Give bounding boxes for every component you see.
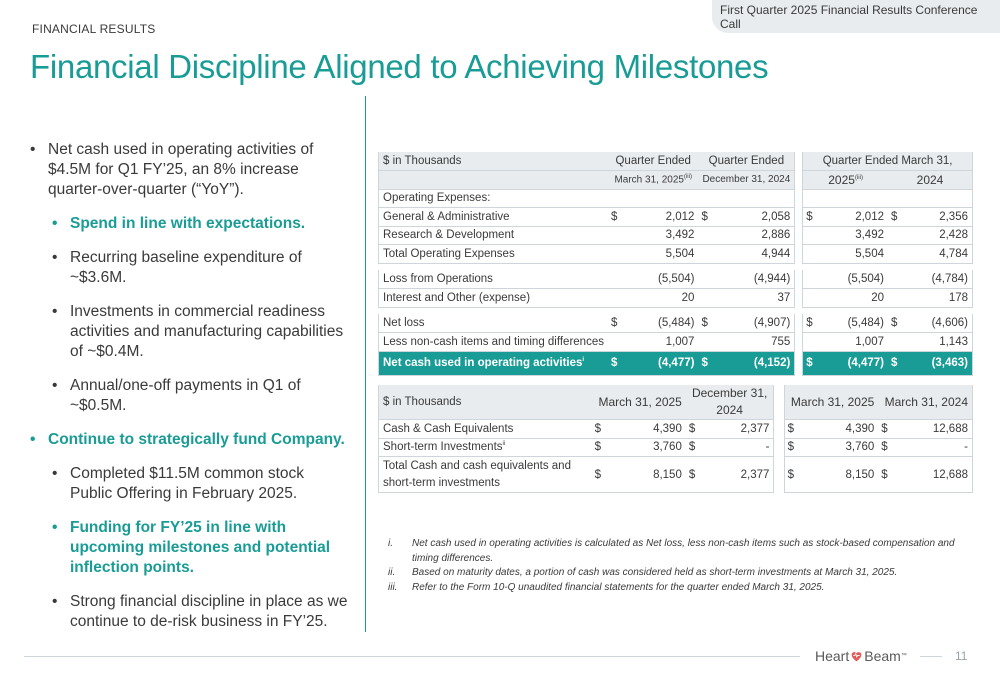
currency-symbol: $ <box>878 420 897 439</box>
bullet-item: • Funding for FY’25 in line with upcoming milestones and potential inflection points. <box>52 518 350 578</box>
row-label: Loss from Operations <box>379 270 608 289</box>
currency-symbol <box>888 245 905 264</box>
footnote-number: iii. <box>388 581 398 593</box>
currency-symbol: $ <box>803 314 820 333</box>
value-cell: (4,907) <box>719 314 795 333</box>
ops-col1-top: Quarter Ended <box>608 152 698 171</box>
bullet-list <box>30 140 350 646</box>
cash-unit-label: $ in Thousands <box>379 385 592 420</box>
footnote-text: Net cash used in operating activities is calculated as Net loss, less non-cash items such as stock-based compensation and timing differences. <box>412 538 955 564</box>
currency-symbol <box>608 270 626 289</box>
currency-symbol <box>608 245 626 264</box>
value-cell: (4,784) <box>905 270 972 289</box>
value-cell: 5,504 <box>820 245 888 264</box>
value-cell: 12,688 <box>897 420 972 439</box>
row-gap <box>379 263 973 270</box>
table-row <box>379 333 973 352</box>
currency-symbol <box>803 270 820 289</box>
currency-symbol <box>888 333 905 352</box>
value-cell: 755 <box>719 333 795 352</box>
value-cell: (5,504) <box>626 270 699 289</box>
conference-call-tab <box>712 0 1000 33</box>
value-cell: - <box>704 438 774 457</box>
currency-symbol <box>608 289 626 308</box>
value-cell: 4,390 <box>610 420 686 439</box>
value-cell: (5,484) <box>820 314 888 333</box>
currency-symbol <box>608 333 626 352</box>
currency-symbol <box>803 226 820 245</box>
value-cell: - <box>897 438 972 457</box>
currency-symbol: $ <box>686 438 704 457</box>
row-label: Interest and Other (expense) <box>379 289 608 308</box>
currency-symbol: $ <box>592 457 610 493</box>
bullet-item: • Completed $11.5M common stock Public Offering in February 2025. <box>52 464 350 504</box>
value-cell: (3,463) <box>905 351 972 375</box>
value-cell: 3,760 <box>610 438 686 457</box>
footnote <box>388 537 958 566</box>
currency-symbol <box>698 270 718 289</box>
value-cell: 1,007 <box>626 333 699 352</box>
heart-icon <box>850 650 863 663</box>
footnote <box>388 566 958 581</box>
cash-col3: March 31, 2025 <box>784 385 878 420</box>
currency-symbol <box>803 333 820 352</box>
currency-symbol <box>608 226 626 245</box>
currency-symbol <box>698 226 718 245</box>
row-label: Total Cash and cash equivalents and short-term investments <box>379 457 592 493</box>
currency-symbol: $ <box>686 457 704 493</box>
ops-col2-top: Quarter Ended <box>698 152 794 171</box>
footnote <box>388 581 958 596</box>
currency-symbol <box>803 289 820 308</box>
value-cell: 20 <box>626 289 699 308</box>
footnote-text: Based on maturity dates, a portion of cash was considered held as short-term investments at March 31, 2025. <box>412 567 898 578</box>
currency-symbol: $ <box>608 314 626 333</box>
value-cell: (4,944) <box>719 270 795 289</box>
value-cell: (4,477) <box>626 351 699 375</box>
operating-results-table <box>378 152 973 376</box>
currency-symbol: $ <box>784 438 803 457</box>
bullet-item: • Investments in commercial readiness activities and manufacturing capabilities of ~$0.4M. <box>52 302 350 362</box>
logo-text-right: Beam <box>864 648 901 664</box>
value-cell: 2,377 <box>704 457 774 493</box>
table-row <box>379 270 973 289</box>
value-cell: (5,484) <box>626 314 699 333</box>
currency-symbol <box>888 226 905 245</box>
cash-col4: March 31, 2024 <box>878 385 972 420</box>
row-label: General & Administrative <box>379 208 608 227</box>
logo-text-left: Heart <box>815 648 850 664</box>
currency-symbol: $ <box>784 457 803 493</box>
value-cell: 2,377 <box>704 420 774 439</box>
currency-symbol: $ <box>592 438 610 457</box>
value-cell: (4,152) <box>719 351 795 375</box>
currency-symbol <box>888 270 905 289</box>
cash-col2: December 31, 2024 <box>686 385 774 420</box>
conference-call-label: First Quarter 2025 Financial Results Conference Call <box>720 2 978 31</box>
value-cell: 37 <box>719 289 795 308</box>
footer-rule <box>24 656 800 657</box>
row-label: Cash & Cash Equivalents <box>379 420 592 439</box>
currency-symbol: $ <box>888 351 905 375</box>
value-cell: (4,477) <box>820 351 888 375</box>
bullet-item: • Recurring baseline expenditure of ~$3.6M. <box>52 248 350 288</box>
bullet-item: • Net cash used in operating activities of $4.5M for Q1 FY’25, an 8% increase quarter-over-quarter (“YoY”). <box>30 140 350 200</box>
value-cell: 4,944 <box>719 245 795 264</box>
value-cell: 3,492 <box>626 226 699 245</box>
cash-col1: March 31, 2025 <box>592 385 686 420</box>
value-cell: 3,760 <box>803 438 878 457</box>
value-cell: 2,012 <box>820 208 888 227</box>
value-cell: 2,058 <box>719 208 795 227</box>
currency-symbol: $ <box>608 208 626 227</box>
currency-symbol: $ <box>888 314 905 333</box>
bullet-item: • Annual/one-off payments in Q1 of ~$0.5M. <box>52 376 350 416</box>
currency-symbol: $ <box>592 420 610 439</box>
value-cell: 2,356 <box>905 208 972 227</box>
currency-symbol: $ <box>878 457 897 493</box>
heartbeam-logo <box>815 648 907 664</box>
ops-section-label: Operating Expenses: <box>379 189 608 208</box>
ops-unit-label: $ in Thousands <box>379 152 608 171</box>
footnote-number: i. <box>388 538 393 549</box>
table-row <box>379 289 973 308</box>
currency-symbol <box>698 245 718 264</box>
page-number: 11 <box>955 649 968 663</box>
table-row <box>379 226 973 245</box>
currency-symbol: $ <box>878 438 897 457</box>
ops-col4-bottom: 2024 <box>888 171 973 190</box>
value-cell: 4,784 <box>905 245 972 264</box>
footnote-number: ii. <box>388 567 396 578</box>
currency-symbol: $ <box>698 208 718 227</box>
currency-symbol <box>803 245 820 264</box>
table-row <box>379 208 973 227</box>
bullet-item: • Continue to strategically fund Company. <box>30 430 350 450</box>
currency-symbol: $ <box>698 314 718 333</box>
currency-symbol: $ <box>803 208 820 227</box>
bullet-item: • Strong financial discipline in place as we continue to de-risk business in FY’25. <box>52 592 350 632</box>
value-cell: (5,504) <box>820 270 888 289</box>
row-label: Less non-cash items and timing differences <box>379 333 608 352</box>
currency-symbol: $ <box>698 351 718 375</box>
row-label: Research & Development <box>379 226 608 245</box>
ops-col1-bottom: March 31, 2025$^{(iii)}$ <box>608 171 698 190</box>
ops-group-title: Quarter Ended March 31, <box>803 152 973 171</box>
ops-col3-bottom: 2025$^{(iii)}$ <box>803 171 888 190</box>
logo-trademark: ™ <box>900 653 907 659</box>
value-cell: 5,504 <box>626 245 699 264</box>
row-label: Net cash used in operating activities$^i$ <box>379 351 608 375</box>
table-row <box>379 420 973 439</box>
vertical-divider <box>365 96 366 632</box>
value-cell: 1,007 <box>820 333 888 352</box>
value-cell: 20 <box>820 289 888 308</box>
value-cell: 8,150 <box>803 457 878 493</box>
table-row <box>379 314 973 333</box>
value-cell: 1,143 <box>905 333 972 352</box>
page-title: Financial Discipline Aligned to Achieving Milestones <box>30 48 769 85</box>
currency-symbol: $ <box>784 420 803 439</box>
row-label: Short-term Investments$^{ii}$ <box>379 438 592 457</box>
value-cell: 4,390 <box>803 420 878 439</box>
bullet-item: • Spend in line with expectations. <box>52 214 350 234</box>
value-cell: 3,492 <box>820 226 888 245</box>
table-row <box>379 457 973 493</box>
table-row <box>379 245 973 264</box>
row-label: Net loss <box>379 314 608 333</box>
row-gap <box>379 307 973 314</box>
value-cell: 178 <box>905 289 972 308</box>
cash-position-table <box>378 385 973 493</box>
currency-symbol: $ <box>803 351 820 375</box>
value-cell: 12,688 <box>897 457 972 493</box>
currency-symbol: $ <box>686 420 704 439</box>
section-eyebrow: FINANCIAL RESULTS <box>32 22 156 36</box>
footnotes <box>388 537 958 595</box>
value-cell: 2,886 <box>719 226 795 245</box>
row-label: Total Operating Expenses <box>379 245 608 264</box>
currency-symbol <box>698 333 718 352</box>
value-cell: (4,606) <box>905 314 972 333</box>
net-cash-row <box>379 351 973 375</box>
table-row <box>379 438 973 457</box>
footnote-text: Refer to the Form 10-Q unaudited financial statements for the quarter ended March 31, 2025. <box>412 581 825 593</box>
value-cell: 8,150 <box>610 457 686 493</box>
currency-symbol: $ <box>888 208 905 227</box>
ops-col2-bottom: December 31, 2024 <box>698 171 794 190</box>
value-cell: 2,012 <box>626 208 699 227</box>
currency-symbol <box>698 289 718 308</box>
currency-symbol: $ <box>608 351 626 375</box>
footer-rule-right <box>920 656 942 657</box>
value-cell: 2,428 <box>905 226 972 245</box>
currency-symbol <box>888 289 905 308</box>
